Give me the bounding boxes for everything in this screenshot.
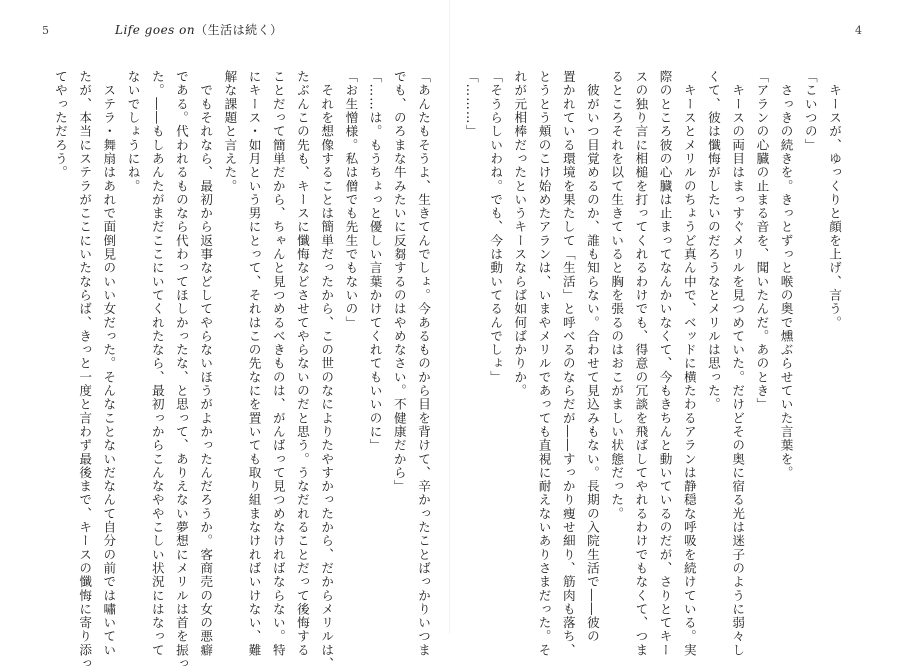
body-line: でも、のろまな牛みたいに反芻するのはやめなさい。不健康だから」 (391, 70, 407, 494)
body-line: 彼がいつ目覚めるのか、誰も知らない。合わせて見込みもない。長期の入院生活で――彼の (584, 70, 600, 644)
body-line: でもそれなら、最初から返事などしてやらないほうがよかったんだろうか。客商売の女の悪癖 (198, 70, 214, 657)
body-line: 「……は。もうちょっと優しい言葉かけてくれてもいいのに」 (367, 70, 383, 453)
right-page-body (459, 70, 846, 657)
running-head-english: Life goes on (115, 23, 196, 37)
body-line: にキース・如月という男にとって、それはこの先なにを置いても取り組まなければいけない、難 (246, 70, 262, 657)
body-line: るところそれを以て生きていると胸を張るのはおこがましい状態だった。 (609, 70, 625, 521)
body-line: とうとう頬のこけ始めたアランは、いまやメリルであっても直視に耐えないありさまだった。そ (536, 70, 552, 657)
body-line: くて、彼は懺悔がしたいのだろうなとメリルは思った。 (705, 70, 721, 412)
running-head-japanese: （生活は続く） (195, 23, 283, 37)
body-line: たぶんこの先も、キースに懺悔などさせてやらないのだと思う。うなだれることだって後悔する (294, 70, 310, 657)
body-line: 「そうらしいわね。でも、今は動いてるんでしょ」 (488, 70, 504, 384)
body-line: 「………」 (463, 70, 479, 139)
body-line: スの独り言に相槌を打ってくれるわけでも、得意の冗談を飛ばしてやれるわけでもなくて、つま (633, 70, 649, 657)
body-line: である。代われるものなら代わってほしかったな、と思って、ありえない夢想にメリルは首を振っ (173, 70, 189, 671)
body-line: 「お生憎様。私は僧でも先生でもないの」 (343, 70, 359, 330)
left-page-number: 5 (42, 24, 49, 37)
body-line: れが元相棒だったというキースならば如何ばかりか。 (512, 70, 528, 398)
body-line: た。――もしあんたがまだここにいてくれたなら、最初っからこんなややこしい状況にはなって (149, 70, 165, 657)
body-line: 置かれている環境を果たして「生活」と呼べるのならだが――すっかり痩せ細り、筋肉も落ち、 (560, 70, 576, 657)
body-line: 「あんたもそうよ、生きてんでしょ。今あるものから目を背けて、辛かったことばっかりいつま (416, 70, 431, 657)
body-line: キースの両目はまっすぐメリルを見つめていた。だけどその奥に宿る光は迷子のように弱々し (730, 70, 746, 657)
right-page-number: 4 (855, 24, 862, 37)
body-line: 解な課題と言えた。 (222, 70, 238, 193)
body-line: 「アランの心臓の止まる音を、聞いたんだ。あのとき」 (754, 70, 770, 412)
body-line: ことだって簡単だから、ちゃんと見つめるべきものは、がんばって見つめなければならない。特 (270, 70, 286, 657)
body-line: たが、本当にステラがここにいたならば、きっと一度と言わず最後まで、キースの懺悔に寄り添っ (77, 70, 93, 671)
body-line: 「こいつの」 (802, 70, 818, 152)
body-line: それを想像することは簡単だったから、この世のなによりたやすかったから、だからメリルは、 (319, 70, 335, 671)
body-line: ステラ・舞扇はあれで面倒見のいい女だった。そんなことないだなんて自分の前では嘯いてい (101, 70, 117, 657)
body-line: さっきの続きを。きっとずっと喉の奥で燻ぶらせていた言葉を。 (778, 70, 794, 480)
left-page-body (48, 70, 435, 671)
body-line: キースとメリルのちょうど真ん中で、ベッドに横たわるアランは静穏な呼吸を続けている。実 (681, 70, 697, 657)
body-line: 際のところ彼の心臓は止まってなんかいなくて、今もきちんと動いているのだが、さりとてキー (657, 70, 673, 657)
running-head (115, 21, 283, 38)
page-gutter (449, 0, 450, 634)
body-line: キースが、ゆっくりと顔を上げ、言う。 (827, 70, 842, 330)
body-line: てやっただろう。 (52, 70, 68, 180)
body-line: ないでしょうにね。 (125, 70, 141, 193)
